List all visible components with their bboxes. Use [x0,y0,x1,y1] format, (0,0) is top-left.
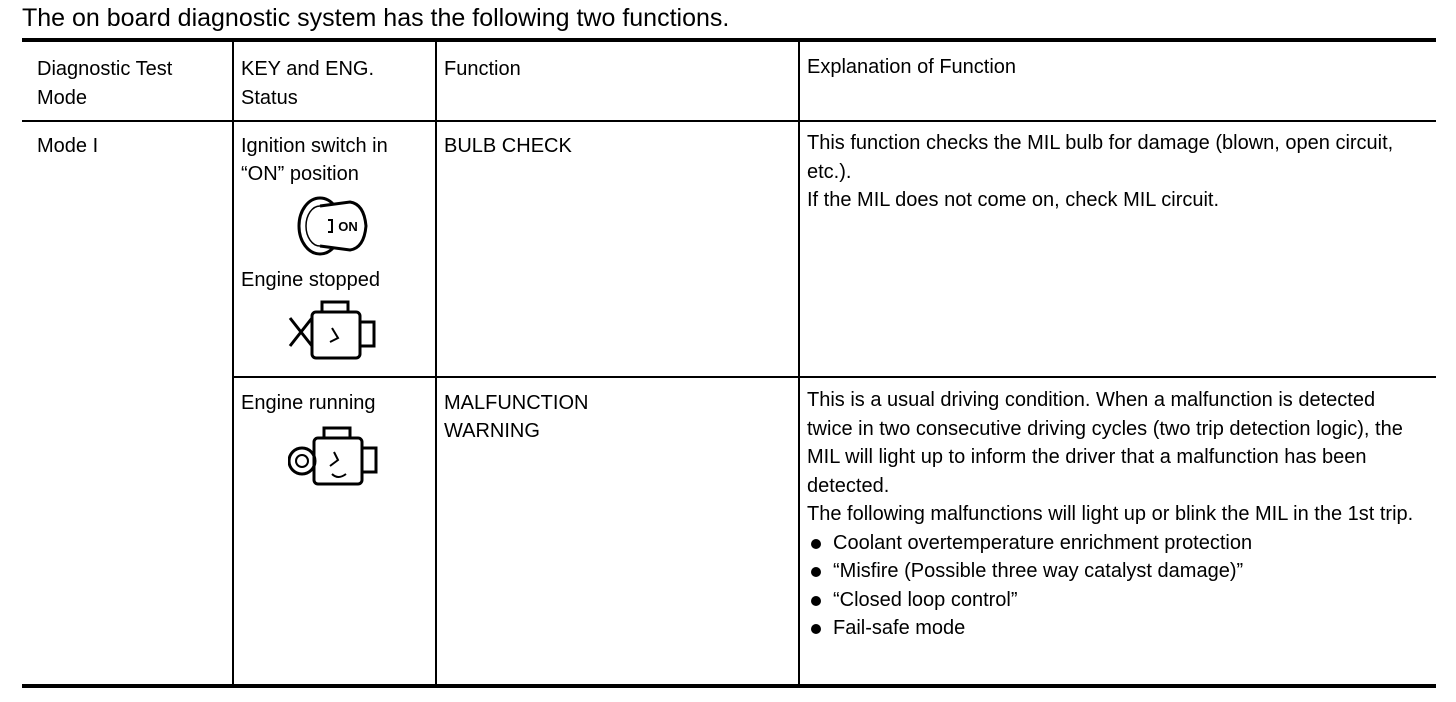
diagnostic-functions-table [22,38,1436,690]
explanation-malfunction-warning [807,386,1417,643]
column-divider-3 [798,42,800,684]
status-line-ignition: Ignition switch in [241,135,388,157]
explanation-paragraph-1: This is a usual driving condition. When a malfunction is detected twice in two consecutive driving cycles (two trip detection logic), the MIL will light up to inform the driver that a malfunction has been detected. [807,389,1403,497]
mode-cell: Mode I [37,135,99,157]
engine-stopped-icon [286,298,382,364]
table-row-divider [233,376,1436,378]
list-item: “Closed loop control” [807,586,1417,615]
status-line-on-position: “ON” position [241,163,359,185]
column-divider-1 [232,42,234,684]
header-explanation-of-function: Explanation of Function [807,56,1017,78]
explanation-bulb-check-line-1: This function checks the MIL bulb for damage (blown, open circuit, etc.). [807,132,1394,183]
ignition-key-on-icon [292,190,372,262]
malfunction-bullet-list [807,529,1417,643]
engine-running-icon [288,422,384,492]
status-engine-running: Engine running [241,392,376,414]
function-malfunction-line-1: MALFUNCTION [444,392,589,414]
table-top-rule [22,38,1436,42]
list-item: Coolant overtemperature enrichment protection [807,529,1417,558]
column-divider-2 [435,42,437,684]
explanation-paragraph-2: The following malfunctions will light up or blink the MIL in the 1st trip. [807,503,1414,525]
function-malfunction-line-2: WARNING [444,420,540,442]
header-diagnostic-test-mode: Diagnostic Test Mode [37,58,173,109]
header-function: Function [444,58,521,80]
svg-text:ON: ON [338,219,358,234]
list-item: Fail-safe mode [807,614,1417,643]
list-item: “Misfire (Possible three way catalyst damage)” [807,557,1417,586]
table-bottom-rule [22,684,1436,688]
header-key-eng-status: KEY and ENG. Status [241,58,375,109]
function-bulb-check: BULB CHECK [444,135,572,157]
intro-heading: The on board diagnostic system has the following two functions. [22,4,730,32]
explanation-bulb-check-line-2: If the MIL does not come on, check MIL circuit. [807,189,1220,211]
table-header-rule [22,120,1436,122]
status-line-engine-stopped: Engine stopped [241,269,381,291]
